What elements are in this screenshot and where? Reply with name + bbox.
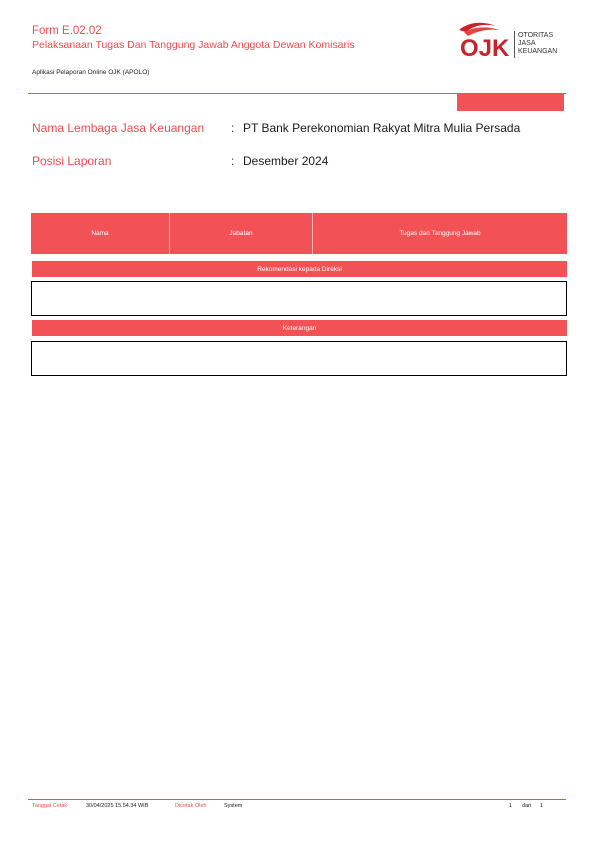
posisi-separator: : bbox=[231, 154, 235, 168]
rekomendasi-header: Rekomendasi kepada Direksi bbox=[32, 261, 567, 277]
keterangan-box bbox=[31, 341, 567, 376]
lembaga-value: PT Bank Perekonomian Rakyat Mitra Mulia Persada bbox=[243, 121, 521, 135]
lembaga-separator: : bbox=[231, 121, 235, 135]
form-title: Pelaksanaan Tugas Dan Tanggung Jawab Anggota Dewan Komisaris bbox=[32, 39, 355, 51]
page-total: 1 bbox=[540, 803, 544, 809]
logo-line-3: KEUANGAN bbox=[518, 48, 558, 55]
column-header-tugas: Tugas dan Tanggung Jawab bbox=[399, 230, 481, 237]
rekomendasi-box bbox=[31, 281, 567, 316]
logo-divider bbox=[514, 31, 515, 58]
header-accent-block bbox=[457, 93, 564, 111]
ojk-logo-mark: OJK bbox=[460, 35, 510, 60]
tanggal-cetak-label: Tanggal Cetak bbox=[32, 803, 68, 809]
dicetak-oleh-value: System bbox=[224, 803, 243, 809]
footer-divider bbox=[28, 799, 566, 800]
posisi-value: Desember 2024 bbox=[243, 154, 329, 168]
logo-line-1: OTORITAS bbox=[518, 32, 554, 39]
column-header-nama: Nama bbox=[31, 213, 170, 254]
lembaga-label: Nama Lembaga Jasa Keuangan bbox=[32, 121, 205, 135]
page-of-label: dari bbox=[522, 803, 532, 809]
keterangan-header: Keterangan bbox=[32, 320, 567, 336]
tanggal-cetak-value: 30/04/2025 15.54.34 WIB bbox=[86, 803, 149, 809]
ojk-logo bbox=[456, 20, 568, 60]
form-code: Form E.02.02 bbox=[32, 25, 102, 37]
page-current: 1 bbox=[509, 803, 513, 809]
posisi-label: Posisi Laporan bbox=[32, 154, 112, 168]
ojk-logo-icon bbox=[456, 20, 514, 60]
table-header bbox=[31, 213, 567, 254]
logo-line-2: JASA bbox=[518, 40, 536, 47]
dicetak-oleh-label: Dicetak Oleh bbox=[175, 803, 207, 809]
column-header-jabatan: Jabatan bbox=[170, 213, 313, 254]
app-name: Aplikasi Pelaporan Online OJK (APOLO) bbox=[32, 69, 150, 76]
